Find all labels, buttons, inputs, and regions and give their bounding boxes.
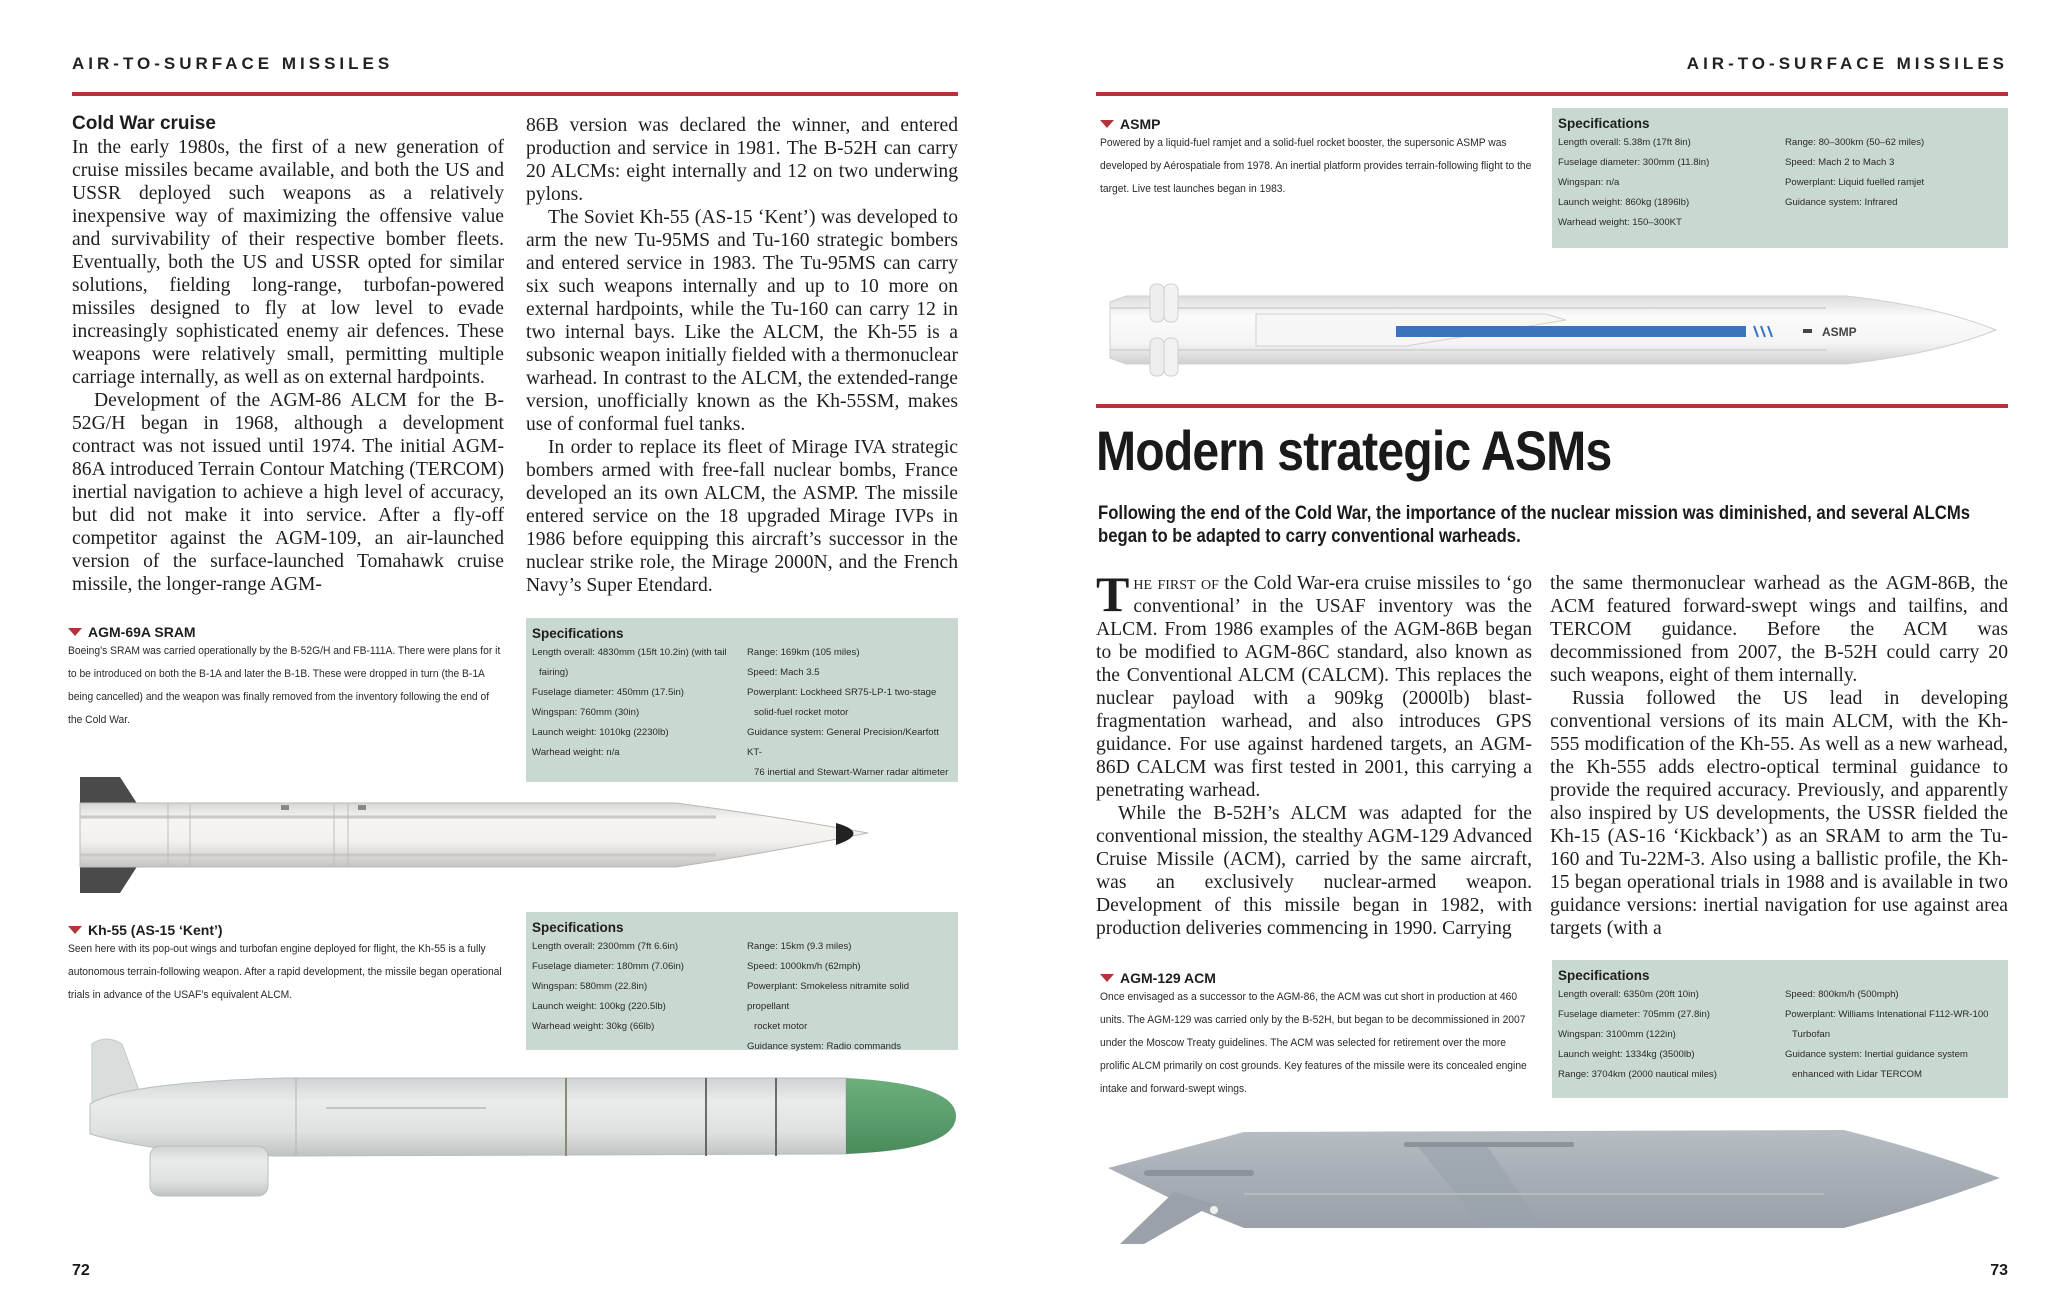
spec-row: solid-fuel rocket motor <box>754 707 849 718</box>
asmp-marking: ASMP <box>1822 325 1857 339</box>
caption-title-text: AGM-129 ACM <box>1120 970 1216 986</box>
paragraph: the same thermonuclear warhead as the AGM-86B, the ACM featured forward-swept wings and tailfins, and TERCOM guidance. Before the ACM was decommissioned from 2007, the B-52H could carry 20 such weapons, eight of them internally. <box>1550 573 2008 686</box>
spec-row: fairing) <box>539 667 569 678</box>
spec-row: Speed: 800km/h (500mph) <box>1785 989 1899 1000</box>
spec-row: Fuselage diameter: 450mm (17.5in) <box>532 687 684 698</box>
spec-row: Length overall: 6350m (20ft 10in) <box>1558 989 1699 1000</box>
kh55-spec-box <box>526 912 958 1050</box>
spec-row: Range: 169km (105 miles) <box>747 647 860 658</box>
paragraph: The Soviet Kh-55 (AS-15 ‘Kent’) was developed to arm the new Tu-95MS and Tu-160 strategic bombers and entered service in 1983. The Tu-95MS can carry six such weapons internally and up to 10 more on external hardpoints, while the Tu-160 can carry 12 in two internal bays. Like the ALCM, the Kh-55 is a subsonic weapon initially fielded with a thermonuclear warhead. In contrast to the ALCM, the extended-range version, unofficially known as the Kh-55SM, makes use of conformal fuel tanks. <box>526 207 958 435</box>
caption-text: Once envisaged as a successor to the AGM-86, the ACM was cut short in production at 460 units. The AGM-129 was carried only by the B-52H, but began to be decommissioned in 2007 under the Moscow Treaty guidelines. The ACM was selected for retirement over the more prolific ALCM primarily on cost grounds. Key features of the missile were its concealed engine intake and forward-swept wings. <box>1100 991 1527 1095</box>
spec-column-right <box>1785 133 2002 233</box>
asmp-caption <box>1100 116 1540 201</box>
standfirst: Following the end of the Cold War, the importance of the nuclear mission was diminished, and several ALCMs began to be adapted to carry conventional warheads. <box>1098 503 1971 547</box>
chapter-title: Modern strategic ASMs <box>1096 419 1612 482</box>
paragraph-text: the Cold War-era cruise missiles to ‘go conventional’ in the USAF inventory was the ALCM. From 1986 examples of the AGM-86B began to be modified to AGM-86C standard, also known as the Conventional ALCM (CALCM). This replaces the nuclear payload with a 909kg (2000lb) blast-fragmentation warhead, and also introduces GPS guidance. For use against hardened targets, an AGM-86D CALCM was first tested in 2001, this carrying a penetrating warhead. <box>1096 573 1532 801</box>
spec-row: Launch weight: 1010kg (2230lb) <box>532 727 669 738</box>
spec-column-left <box>1558 133 1775 233</box>
caption-text: Seen here with its pop-out wings and turbofan engine deployed for flight, the Kh-55 is a fully autonomous terrain-following weapon. After a rapid development, the missile began operational trials in advance of the USAF’s equivalent ALCM. <box>68 943 502 1001</box>
asmp-missile-illustration <box>1106 278 2006 388</box>
spec-row: Powerplant: Lockheed SR75-LP-1 two-stage <box>747 687 937 698</box>
spec-row: Guidance system: Radio commands <box>747 1041 902 1052</box>
accent-rule <box>72 92 958 96</box>
spec-row: Range: 3704km (2000 nautical miles) <box>1558 1069 1717 1080</box>
caption-text: Boeing’s SRAM was carried operationally by the B-52G/H and FB-111A. There were plans for it to be introduced on both the B-1A and later the B-1B. These were dropped in turn (the B-1A being cancelled) and the weapon was finally removed from the inventory following the end of the Cold War. <box>68 645 501 726</box>
caption-title-text: ASMP <box>1120 116 1161 132</box>
spec-heading: Specifications <box>532 626 624 641</box>
page-number: 73 <box>1990 1262 2008 1279</box>
spec-row: Wingspan: 580mm (22.8in) <box>532 981 648 992</box>
spec-row: Wingspan: 3100mm (122in) <box>1558 1029 1676 1040</box>
drop-cap: T <box>1096 566 1130 622</box>
accent-rule <box>1096 404 2008 408</box>
spec-row: Speed: 1000km/h (62mph) <box>747 961 861 972</box>
spec-row: Warhead weight: 150–300KT <box>1558 217 1682 228</box>
paragraph: 86B version was declared the winner, and entered production and service in 1981. The B-52H can carry 20 ALCMs: eight internally and 12 on two underwing pylons. <box>526 115 958 205</box>
spec-row: rocket motor <box>754 1021 808 1032</box>
spec-row: Fuselage diameter: 180mm (7.06in) <box>532 961 684 972</box>
running-head: AIR-TO-SURFACE MISSILES <box>1686 54 2008 73</box>
triangle-marker-icon <box>68 926 82 934</box>
spec-row: Powerplant: Smokeless nitramite solid propellant <box>747 981 910 1012</box>
body-column-1 <box>1096 566 1532 940</box>
lead-in: he first of <box>1133 573 1219 594</box>
triangle-marker-icon <box>1100 974 1114 982</box>
page-number: 72 <box>72 1262 90 1279</box>
spec-row: Launch weight: 1334kg (3500lb) <box>1558 1049 1695 1060</box>
caption-text: Powered by a liquid-fuel ramjet and a solid-fuel rocket booster, the supersonic ASMP was developed by Aérospatiale from 1978. An inertial platform provides terrain-following flight to the target. Live test launches began in 1983. <box>1100 137 1532 195</box>
asmp-spec-box <box>1552 108 2008 248</box>
spec-heading: Specifications <box>532 920 624 935</box>
paragraph: Russia followed the US lead in developing conventional versions of its main ALCM, with the Kh-555 modification of the Kh-55. As well as a new warhead, the Kh-555 adds electro-optical terminal guidance to provide the required accuracy. Previously, and apparently also inspired by US developments, the USSR fielded the Kh-15 (AS-16 ‘Kickback’) as an SRAM to arm the Tu-160 and Tu-22M-3. Also using a ballistic profile, the Kh-15 began operational trials in 1988 and is available in two guidance versions: inertial navigation for use against area targets (with a <box>1550 688 2008 939</box>
spec-row: Length overall: 4830mm (15ft 10.2in) (with tail <box>532 647 727 658</box>
spec-row: Length overall: 5.38m (17ft 8in) <box>1558 137 1691 148</box>
acm-spec-box <box>1552 960 2008 1098</box>
running-head: AIR-TO-SURFACE MISSILES <box>72 54 394 73</box>
spec-column-right <box>747 643 952 783</box>
spec-row: Powerplant: Williams Intenational F112-WR-100 <box>1785 1009 1989 1020</box>
body-column-2 <box>526 114 958 597</box>
spec-row: Warhead weight: 30kg (66lb) <box>532 1021 655 1032</box>
spec-heading: Specifications <box>1558 116 1650 131</box>
paragraph: In order to replace its fleet of Mirage IVA strategic bombers armed with free-fall nuclear bombs, France developed an its own ALCM, the ASMP. The missile entered service on the 18 upgraded Mirage IVPs in 1986 before equipping this aircraft’s successor in the nuclear strike role, the Mirage 2000N, and the French Navy’s Super Etendard. <box>526 437 958 596</box>
spec-row: Launch weight: 860kg (1896lb) <box>1558 197 1690 208</box>
spec-row: Guidance system: Inertial guidance system <box>1785 1049 1968 1060</box>
spec-row: Range: 15km (9.3 miles) <box>747 941 852 952</box>
paragraph: Development of the AGM-86 ALCM for the B-52G/H began in 1968, although a development contract was not issued until 1974. The initial AGM-86A introduced Terrain Contour Matching (TERCOM) inertial navigation to achieve a high level of accuracy, but did not make it into service. After a fly-off competitor against the AGM-109, an air-launched version of the surface-launched Tomahawk cruise missile, the longer-range AGM- <box>72 390 504 595</box>
body-column-2 <box>1550 572 2008 940</box>
caption-title <box>1100 116 1540 132</box>
acm-missile-illustration <box>1104 1120 2014 1250</box>
right-page <box>1024 0 2048 1300</box>
spec-column-right <box>1785 985 2002 1085</box>
body-column-1 <box>72 112 504 596</box>
spec-column-left <box>532 643 737 783</box>
section-heading: Cold War cruise <box>72 113 216 134</box>
spec-row: Wingspan: 760mm (30in) <box>532 707 640 718</box>
spec-row: Fuselage diameter: 300mm (11.8in) <box>1558 157 1710 168</box>
caption-title <box>1100 970 1540 986</box>
spec-row: Range: 80–300km (50–62 miles) <box>1785 137 1925 148</box>
spec-row: Length overall: 2300mm (7ft 6.6in) <box>532 941 679 952</box>
spec-row: 76 inertial and Stewart-Warner radar altimeter <box>754 767 949 778</box>
spec-row: Warhead weight: n/a <box>532 747 620 758</box>
sram-missile-illustration <box>76 775 886 895</box>
spec-column-left <box>1558 985 1775 1085</box>
spec-row: Powerplant: Liquid fuelled ramjet <box>1785 177 1925 188</box>
spec-row: Speed: Mach 2 to Mach 3 <box>1785 157 1895 168</box>
paragraph: In the early 1980s, the first of a new generation of cruise missiles became available, and both the US and USSR deployed such weapons as a relatively inexpensive way of maximizing the offensive value and survivability of their respective bomber fleets. Eventually, both the US and USSR opted for similar solutions, fielding long-range, turbofan-powered missiles designed to fly at low level to evade increasingly sophisticated enemy air defences. These weapons were relatively small, permitting multiple carriage internally, as well as on external hardpoints. <box>72 137 504 388</box>
triangle-marker-icon <box>1100 120 1114 128</box>
caption-title <box>68 624 508 640</box>
caption-title-text: AGM-69A SRAM <box>88 624 196 640</box>
spec-row: Turbofan <box>1792 1029 1831 1040</box>
spec-row: Launch weight: 100kg (220.5lb) <box>532 1001 666 1012</box>
accent-rule <box>1096 92 2008 96</box>
spec-row: Guidance system: General Precision/Kearfott KT- <box>747 727 939 758</box>
caption-title-text: Kh-55 (AS-15 ‘Kent’) <box>88 922 223 938</box>
spec-heading: Specifications <box>1558 968 1650 983</box>
spec-row: Guidance system: Infrared <box>1785 197 1898 208</box>
spec-row: Wingspan: n/a <box>1558 177 1620 188</box>
triangle-marker-icon <box>68 628 82 636</box>
kh55-caption <box>68 922 508 1007</box>
kh55-missile-illustration <box>86 1034 956 1204</box>
spec-row: Speed: Mach 3.5 <box>747 667 820 678</box>
paragraph <box>1096 566 1532 802</box>
spec-row: enhanced with Lidar TERCOM <box>1792 1069 1922 1080</box>
acm-caption <box>1100 970 1540 1101</box>
sram-spec-box <box>526 618 958 782</box>
sram-caption <box>68 624 508 732</box>
spec-row: Fuselage diameter: 705mm (27.8in) <box>1558 1009 1710 1020</box>
caption-title <box>68 922 508 938</box>
paragraph: While the B-52H’s ALCM was adapted for the conventional mission, the stealthy AGM-129 Advanced Cruise Missile (ACM), carried by the same aircraft, was an exclusively nuclear-armed weapon. Development of this missile began in 1982, with production deliveries commencing in 1990. Carrying <box>1096 803 1532 939</box>
